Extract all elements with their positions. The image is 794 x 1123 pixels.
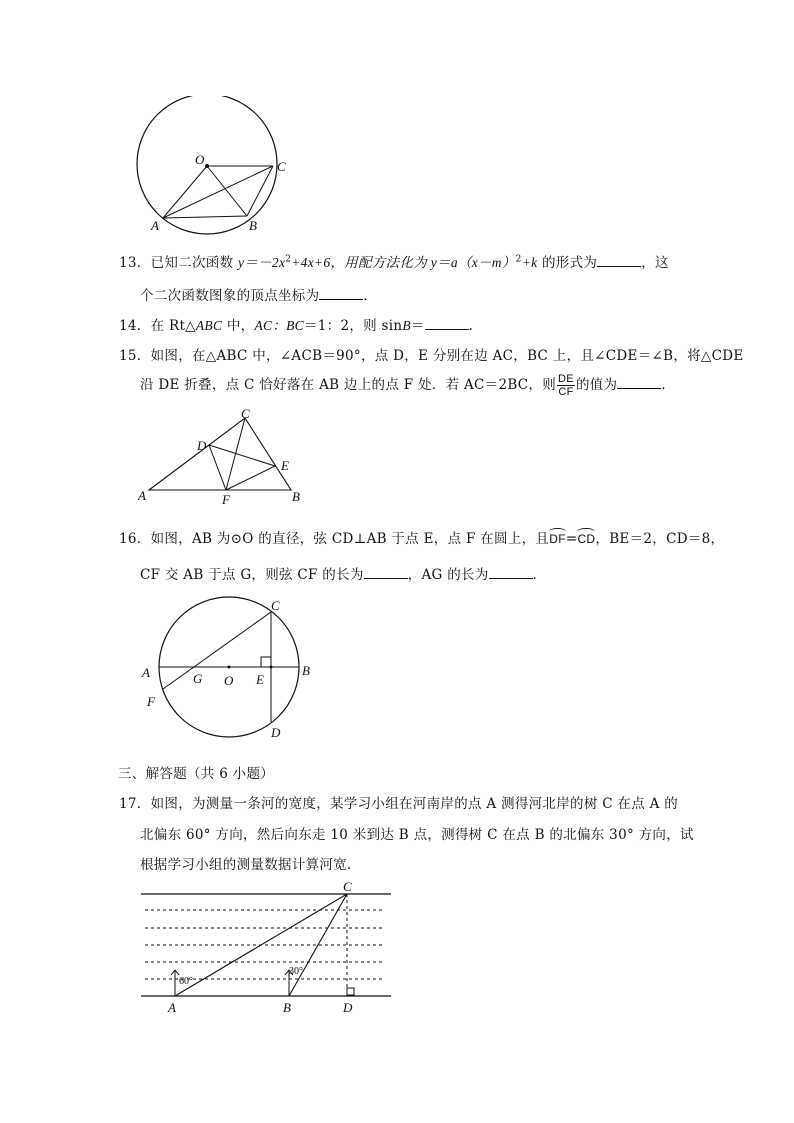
label-b: B bbox=[292, 489, 300, 504]
q15-end: ． bbox=[661, 377, 676, 393]
question-number: 14． bbox=[119, 318, 151, 334]
arc-cd: CD bbox=[577, 529, 595, 546]
angle-30: 30° bbox=[289, 966, 303, 977]
q13-sup3: 2 bbox=[515, 254, 522, 265]
q13-func: y＝－2x bbox=[238, 255, 286, 270]
question-17-line-2: 北偏东 60° 方向，然后向东走 10 米到达 B 点，测得树 C 在点 B 的北偏东 30° 方向，试 bbox=[140, 827, 694, 843]
label-a: A bbox=[151, 218, 159, 233]
q14-abc: ABC bbox=[195, 318, 223, 333]
label-f: F bbox=[147, 694, 155, 709]
q16-line1a: 如图，AB 为⊙O 的直径，弦 CD⊥AB 于点 E，点 F 在圆上，且 bbox=[150, 531, 550, 547]
question-14 bbox=[119, 314, 483, 334]
answer-blank[interactable] bbox=[425, 328, 469, 330]
question-number: 17． bbox=[119, 796, 151, 812]
circle-figure-16 bbox=[135, 595, 325, 745]
river-figure-17 bbox=[135, 878, 395, 1018]
q16-line1b: ，BE＝2，CD＝8， bbox=[595, 531, 725, 547]
question-16-line-2 bbox=[140, 563, 546, 583]
q14-ratio2: ＝1：2，则 sin bbox=[303, 318, 403, 334]
q13-rest: +4x+6，用配方法化为 bbox=[291, 255, 431, 270]
answer-blank[interactable] bbox=[364, 577, 408, 579]
answer-blank[interactable] bbox=[617, 387, 661, 389]
q16-line2a: CF 交 AB 于点 G，则弦 CF 的长为 bbox=[140, 567, 364, 583]
q14-end: ． bbox=[468, 318, 483, 334]
label-a: A bbox=[142, 665, 150, 680]
question-17-line-3: 根据学习小组的测量数据计算河宽． bbox=[140, 857, 361, 873]
label-b: B bbox=[302, 663, 310, 678]
question-number: 15． bbox=[119, 348, 151, 364]
label-d: D bbox=[343, 1000, 353, 1015]
question-16-line-1 bbox=[119, 527, 724, 547]
section-3-heading: 三、解答题（共 6 小题） bbox=[118, 766, 275, 782]
answer-blank[interactable] bbox=[489, 577, 533, 579]
question-13-line-2 bbox=[140, 284, 377, 304]
label-c: C bbox=[343, 879, 352, 894]
frac-num: DE bbox=[558, 373, 574, 385]
question-17-line-1 bbox=[119, 792, 678, 812]
label-c: C bbox=[277, 159, 286, 174]
answer-blank[interactable] bbox=[597, 265, 641, 267]
frac-den: CF bbox=[558, 386, 574, 398]
q16-end: ． bbox=[532, 567, 547, 583]
question-number: 16． bbox=[119, 531, 151, 547]
q14-b: B bbox=[402, 318, 411, 333]
q14-ratio: AC：BC bbox=[254, 318, 304, 333]
circle-figure-12 bbox=[125, 96, 315, 236]
label-c: C bbox=[241, 408, 250, 421]
label-a: A bbox=[168, 1000, 176, 1015]
label-e: E bbox=[256, 672, 264, 687]
question-number: 13． bbox=[119, 255, 151, 271]
label-o: O bbox=[224, 673, 234, 688]
q13-text: 已知二次函数 bbox=[150, 255, 238, 271]
label-e: E bbox=[281, 458, 289, 473]
label-o: O bbox=[195, 152, 205, 167]
question-13-line-1 bbox=[119, 251, 669, 271]
q13-end: ． bbox=[363, 288, 378, 304]
triangle-figure-15 bbox=[135, 408, 310, 508]
q13-form2: +k bbox=[521, 255, 538, 270]
q17-line1: 如图，为测量一条河的宽度，某学习小组在河南岸的点 A 测得河北岸的树 C 在点 A 的 bbox=[150, 796, 679, 812]
label-b: B bbox=[249, 218, 257, 233]
answer-blank[interactable] bbox=[319, 298, 363, 300]
q13-text3: ，这 bbox=[641, 255, 669, 271]
label-f: F bbox=[222, 492, 230, 507]
q14-text: 在 Rt△ bbox=[150, 318, 196, 334]
q16-line2b: ，AG 的长为 bbox=[407, 567, 489, 583]
question-15-line-1 bbox=[119, 344, 744, 364]
q13-form: y＝a（x－m） bbox=[430, 255, 516, 270]
q16-arc-eq: = bbox=[565, 531, 578, 547]
question-15-line-2 bbox=[140, 373, 675, 398]
q14-eq: ＝ bbox=[410, 318, 425, 334]
label-a: A bbox=[138, 488, 146, 503]
label-d: D bbox=[271, 725, 281, 740]
label-b: B bbox=[283, 1000, 291, 1015]
q14-mid: 中， bbox=[222, 318, 255, 334]
fraction-de-cf bbox=[557, 373, 575, 398]
q13-text2: 的形式为 bbox=[537, 255, 598, 271]
q15-line1: 如图，在△ABC 中，∠ACB＝90°，点 D，E 分别在边 AC，BC 上，且∠CDE＝∠B，将△CDE bbox=[150, 348, 744, 364]
angle-60: 60° bbox=[179, 976, 193, 987]
label-d: D bbox=[197, 438, 207, 453]
label-c: C bbox=[271, 598, 280, 613]
arc-df: DF bbox=[549, 529, 566, 546]
q13-sup: 2 bbox=[285, 254, 292, 265]
q15-line2b: 的值为 bbox=[575, 377, 618, 393]
q15-line2a: 沿 DE 折叠，点 C 恰好落在 AB 边上的点 F 处．若 AC＝2BC，则 bbox=[140, 377, 557, 393]
q13-line2: 个二次函数图象的顶点坐标为 bbox=[140, 288, 320, 304]
label-g: G bbox=[193, 671, 203, 686]
